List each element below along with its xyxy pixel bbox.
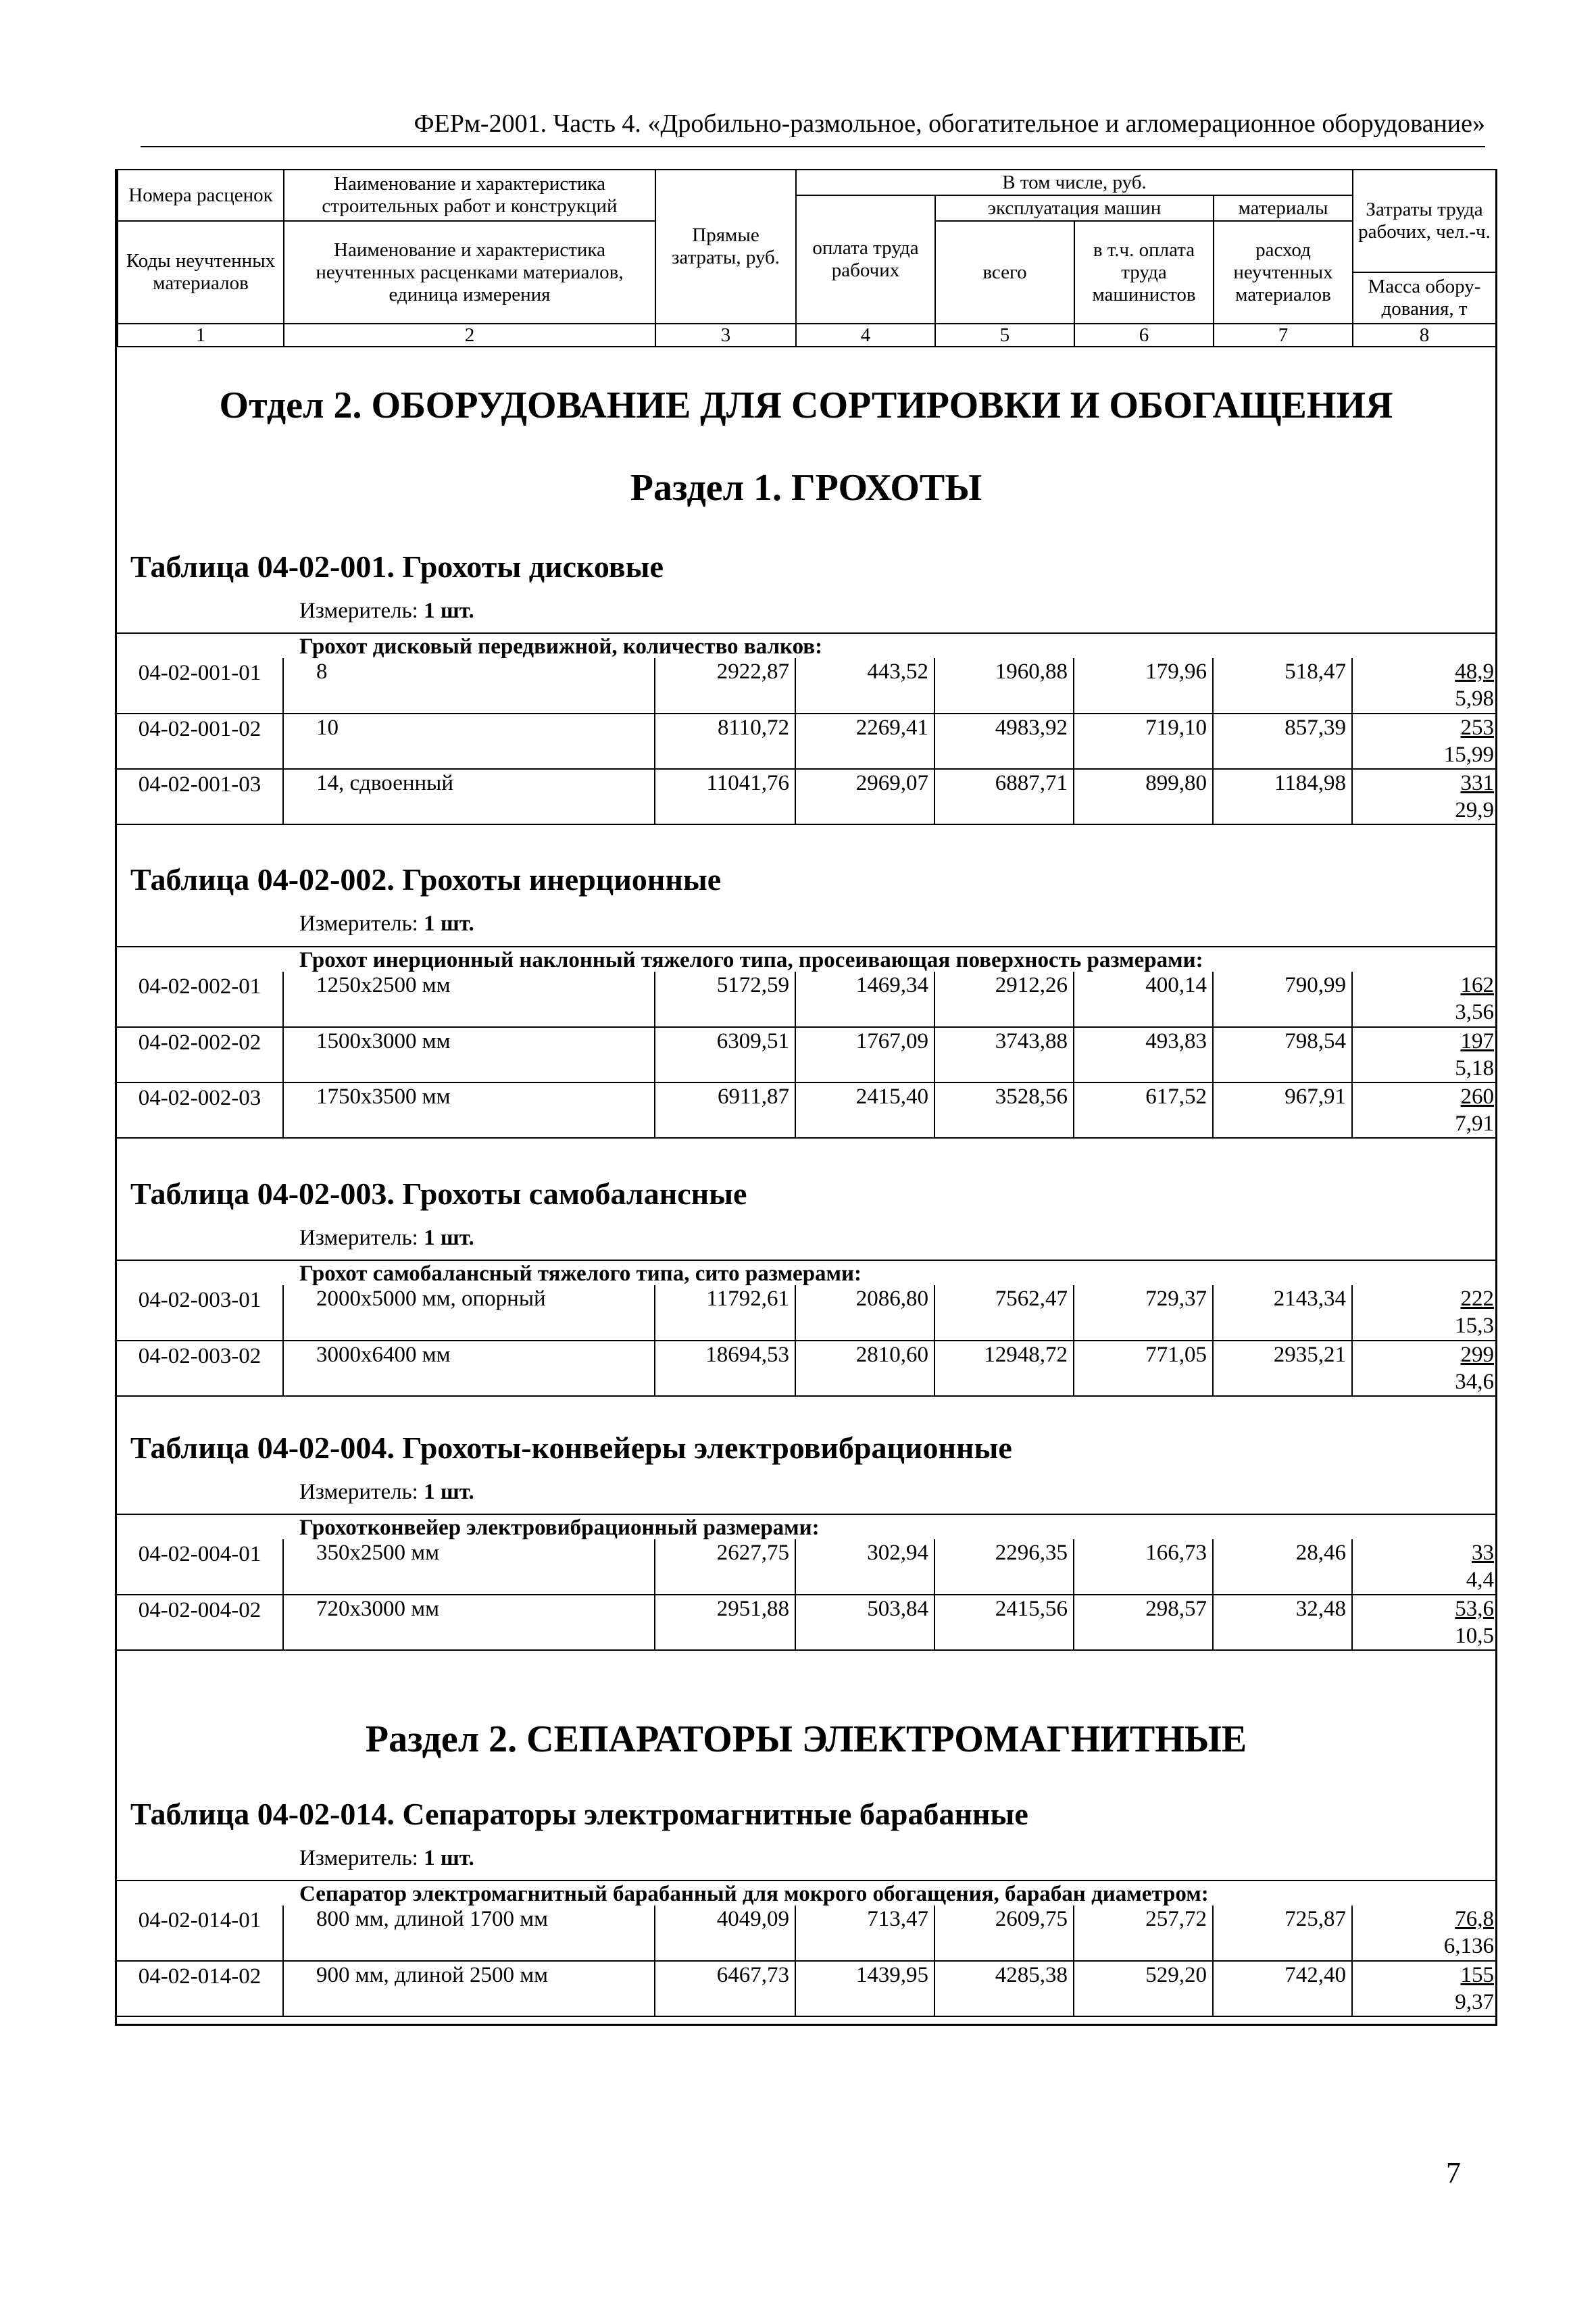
rates-table	[117, 1285, 1495, 1397]
machines-total: 7562,47	[934, 1285, 1074, 1341]
col-num-5: 5	[935, 324, 1074, 347]
labor-cost-header: Затраты труда рабочих, чел.-ч.	[1353, 170, 1496, 272]
operators-pay: 719,10	[1074, 714, 1213, 769]
group-rule	[117, 946, 1495, 947]
machines-total: 12948,72	[934, 1341, 1074, 1396]
unit-of-measure	[299, 599, 474, 624]
col-num-3: 3	[655, 324, 796, 347]
mass-header: Масса обору-дования, т	[1353, 272, 1496, 324]
operators-pay: 729,37	[1074, 1285, 1213, 1341]
rate-name: 1250x2500 мм	[283, 972, 655, 1027]
price-sheet	[115, 169, 1497, 2026]
labor-hours: 48,9	[1455, 659, 1494, 684]
labor-hours: 197	[1460, 1029, 1494, 1053]
rate-name: 350x2500 мм	[283, 1539, 655, 1595]
col-codes-header: Номера расценок	[118, 170, 284, 221]
rate-code: 04-02-003-02	[117, 1341, 283, 1396]
col-num-1: 1	[118, 324, 284, 347]
labor-hours: 299	[1460, 1343, 1494, 1367]
equipment-mass: 10,5	[1455, 1624, 1494, 1648]
materials-header: материалы	[1214, 195, 1353, 221]
unit-label: Измеритель:	[299, 1226, 418, 1250]
group-title: Грохот дисковый передвижной, количество валков:	[299, 634, 823, 659]
equipment-mass: 6,136	[1443, 1934, 1494, 1958]
labor-and-mass	[1352, 1539, 1495, 1595]
labor-and-mass	[1352, 658, 1495, 714]
rate-name: 2000x5000 мм, опорный	[283, 1285, 655, 1341]
group-rule	[117, 1514, 1495, 1515]
labor-hours: 253	[1460, 716, 1494, 740]
group-title: Грохотконвейер электровибрационный размерами:	[299, 1516, 820, 1540]
table-row	[117, 658, 1495, 714]
rates-table	[117, 1539, 1495, 1651]
rate-code: 04-02-001-01	[117, 658, 283, 714]
labor-pay: 1439,95	[795, 1961, 934, 2016]
direct-costs: 6309,51	[655, 1027, 795, 1082]
rate-name: 1750x3500 мм	[283, 1082, 655, 1138]
machines-total: 2296,35	[934, 1539, 1074, 1595]
machines-total: 2912,26	[934, 972, 1074, 1027]
labor-hours: 155	[1460, 1963, 1494, 1987]
unit-value: 1 шт.	[424, 912, 474, 936]
labor-and-mass	[1352, 1285, 1495, 1341]
table-title: Таблица 04-02-014. Сепараторы электромагнитные барабанные	[130, 1797, 1028, 1831]
operators-pay: 493,83	[1074, 1027, 1213, 1082]
table-row	[117, 1285, 1495, 1341]
table-row	[117, 1906, 1495, 1961]
operators-pay: 400,14	[1074, 972, 1213, 1027]
running-head: ФЕРм-2001. Часть 4. «Дробильно-размольное, обогатительное и агломерационное оборудование»	[141, 101, 1485, 147]
rate-code: 04-02-014-01	[117, 1906, 283, 1961]
operators-pay: 166,73	[1074, 1539, 1213, 1595]
unit-label: Измеритель:	[299, 1846, 418, 1870]
labor-pay: 302,94	[795, 1539, 934, 1595]
labor-pay-header: оплата труда рабочих	[796, 195, 935, 324]
materials-cost: 518,47	[1213, 658, 1352, 714]
labor-and-mass	[1352, 1961, 1495, 2016]
direct-costs: 5172,59	[655, 972, 795, 1027]
table-row	[117, 1961, 1495, 2016]
materials-cost: 798,54	[1213, 1027, 1352, 1082]
equipment-mass: 3,56	[1455, 1000, 1494, 1024]
machines-total: 6887,71	[934, 769, 1074, 824]
direct-costs: 11792,61	[655, 1285, 795, 1341]
group-rule	[117, 1880, 1495, 1881]
col-num-4: 4	[796, 324, 935, 347]
rate-code: 04-02-001-02	[117, 714, 283, 769]
col-num-2: 2	[284, 324, 655, 347]
table-row	[117, 972, 1495, 1027]
unit-of-measure	[299, 1480, 474, 1505]
materials-cost: 2935,21	[1213, 1341, 1352, 1396]
rates-table	[117, 658, 1495, 825]
equipment-mass: 15,3	[1455, 1314, 1494, 1338]
machines-total: 3528,56	[934, 1082, 1074, 1138]
labor-pay: 1469,34	[795, 972, 934, 1027]
materials-cost: 28,46	[1213, 1539, 1352, 1595]
labor-pay: 503,84	[795, 1595, 934, 1650]
labor-hours: 76,8	[1455, 1907, 1494, 1931]
labor-pay: 1767,09	[795, 1027, 934, 1082]
materials-cost: 1184,98	[1213, 769, 1352, 824]
direct-costs: 18694,53	[655, 1341, 795, 1396]
col-num-6: 6	[1074, 324, 1214, 347]
materials-cost: 742,40	[1213, 1961, 1352, 2016]
group-rule	[117, 1260, 1495, 1261]
table-row	[117, 769, 1495, 824]
machines-total: 4983,92	[934, 714, 1074, 769]
labor-and-mass	[1352, 714, 1495, 769]
rate-code: 04-02-002-01	[117, 972, 283, 1027]
labor-pay: 2086,80	[795, 1285, 934, 1341]
rate-code: 04-02-001-03	[117, 769, 283, 824]
machines-total: 3743,88	[934, 1027, 1074, 1082]
section-1-title: Раздел 1. ГРОХОТЫ	[630, 467, 982, 509]
rate-name: 720x3000 мм	[283, 1595, 655, 1650]
unit-label: Измеритель:	[299, 912, 418, 936]
unit-value: 1 шт.	[424, 599, 474, 623]
materials-cost: 790,99	[1213, 972, 1352, 1027]
machines-total: 2415,56	[934, 1595, 1074, 1650]
rate-code: 04-02-004-01	[117, 1539, 283, 1595]
direct-costs: 4049,09	[655, 1906, 795, 1961]
labor-pay: 713,47	[795, 1906, 934, 1961]
unit-value: 1 шт.	[424, 1226, 474, 1250]
labor-hours: 331	[1460, 771, 1494, 795]
direct-costs: 2922,87	[655, 658, 795, 714]
rate-code: 04-02-002-02	[117, 1027, 283, 1082]
labor-pay: 2269,41	[795, 714, 934, 769]
col-work-name-header: Наименование и характеристика строительных работ и конструкций	[284, 170, 655, 221]
rate-name: 3000x6400 мм	[283, 1341, 655, 1396]
table-row	[117, 714, 1495, 769]
table-row	[117, 1341, 1495, 1396]
materials-cost: 725,87	[1213, 1906, 1352, 1961]
table-title: Таблица 04-02-003. Грохоты самобалансные	[130, 1176, 747, 1211]
unit-value: 1 шт.	[424, 1846, 474, 1870]
machines-total: 4285,38	[934, 1961, 1074, 2016]
table-title: Таблица 04-02-001. Грохоты дисковые	[130, 549, 664, 584]
labor-and-mass	[1352, 972, 1495, 1027]
machines-total: 2609,75	[934, 1906, 1074, 1961]
unit-of-measure	[299, 912, 474, 937]
table-title: Таблица 04-02-004. Грохоты-конвейеры электровибрационные	[130, 1430, 1012, 1465]
rate-name: 10	[283, 714, 655, 769]
labor-hours: 222	[1460, 1287, 1494, 1311]
unit-label: Измеритель:	[299, 1480, 418, 1504]
direct-costs: 6911,87	[655, 1082, 795, 1138]
col-material-codes-header: Коды неучтенных материалов	[118, 221, 284, 324]
col-num-8: 8	[1353, 324, 1496, 347]
equipment-mass: 5,18	[1455, 1056, 1494, 1080]
materials-cost: 857,39	[1213, 714, 1352, 769]
operators-pay: 257,72	[1074, 1906, 1213, 1961]
labor-pay: 2969,07	[795, 769, 934, 824]
rate-code: 04-02-004-02	[117, 1595, 283, 1650]
department-title: Отдел 2. ОБОРУДОВАНИЕ ДЛЯ СОРТИРОВКИ И ОБОГАЩЕНИЯ	[219, 384, 1393, 426]
labor-pay: 2415,40	[795, 1082, 934, 1138]
materials-cost: 967,91	[1213, 1082, 1352, 1138]
direct-costs: 2627,75	[655, 1539, 795, 1595]
direct-costs: 8110,72	[655, 714, 795, 769]
rate-code: 04-02-014-02	[117, 1961, 283, 2016]
operators-pay-header: в т.ч. оплата труда машинистов	[1074, 221, 1214, 324]
rate-name: 14, сдвоенный	[283, 769, 655, 824]
direct-costs: 11041,76	[655, 769, 795, 824]
equipment-mass: 7,91	[1455, 1112, 1494, 1136]
page-number: 7	[1446, 2156, 1461, 2189]
labor-and-mass	[1352, 1341, 1495, 1396]
table-row	[117, 1595, 1495, 1650]
labor-pay: 443,52	[795, 658, 934, 714]
group-title: Сепаратор электромагнитный барабанный для мокрого обогащения, барабан диаметром:	[299, 1882, 1209, 1906]
table-row	[117, 1539, 1495, 1595]
operators-pay: 899,80	[1074, 769, 1213, 824]
operators-pay: 298,57	[1074, 1595, 1213, 1650]
direct-costs: 2951,88	[655, 1595, 795, 1650]
equipment-mass: 9,37	[1455, 1990, 1494, 2014]
labor-hours: 53,6	[1455, 1597, 1494, 1621]
labor-hours: 33	[1472, 1541, 1494, 1565]
labor-pay: 2810,60	[795, 1341, 934, 1396]
machines-total: 1960,88	[934, 658, 1074, 714]
rate-name: 900 мм, длиной 2500 мм	[283, 1961, 655, 2016]
equipment-mass: 34,6	[1455, 1370, 1494, 1394]
equipment-mass: 29,9	[1455, 798, 1494, 822]
materials-spend-header: расход неучтенных материалов	[1214, 221, 1353, 324]
section-2-title: Раздел 2. СЕПАРАТОРЫ ЭЛЕКТРОМАГНИТНЫЕ	[365, 1718, 1247, 1760]
operators-pay: 179,96	[1074, 658, 1213, 714]
labor-hours: 260	[1460, 1085, 1494, 1109]
table-row	[117, 1082, 1495, 1138]
labor-and-mass	[1352, 1082, 1495, 1138]
rate-name: 800 мм, длиной 1700 мм	[283, 1906, 655, 1961]
equipment-mass: 5,98	[1455, 687, 1494, 711]
machines-header: эксплуатация машин	[935, 195, 1214, 221]
col-num-7: 7	[1214, 324, 1353, 347]
unit-of-measure	[299, 1226, 474, 1251]
machines-total-header: всего	[935, 221, 1074, 324]
rate-code: 04-02-003-01	[117, 1285, 283, 1341]
column-header-table	[117, 169, 1497, 347]
equipment-mass: 15,99	[1443, 743, 1494, 767]
unit-of-measure	[299, 1846, 474, 1871]
labor-and-mass	[1352, 1595, 1495, 1650]
labor-and-mass	[1352, 1906, 1495, 1961]
materials-cost: 32,48	[1213, 1595, 1352, 1650]
unit-label: Измеритель:	[299, 599, 418, 623]
group-title: Грохот самобалансный тяжелого типа, сито размерами:	[299, 1262, 862, 1286]
direct-costs: 6467,73	[655, 1961, 795, 2016]
including-header: В том числе, руб.	[796, 170, 1353, 195]
rate-name: 8	[283, 658, 655, 714]
rates-table	[117, 972, 1495, 1139]
labor-and-mass	[1352, 1027, 1495, 1082]
group-title: Грохот инерционный наклонный тяжелого типа, просеивающая поверхность размерами:	[299, 948, 1203, 972]
col-direct-costs-header: Прямые затраты, руб.	[655, 170, 796, 324]
group-rule	[117, 632, 1495, 634]
labor-and-mass	[1352, 769, 1495, 824]
rate-code: 04-02-002-03	[117, 1082, 283, 1138]
rate-name: 1500x3000 мм	[283, 1027, 655, 1082]
col-material-name-header: Наименование и характеристика неучтенных расценками материалов, единица измерения	[284, 221, 655, 324]
table-row	[117, 1027, 1495, 1082]
table-title: Таблица 04-02-002. Грохоты инерционные	[130, 862, 722, 897]
equipment-mass: 4,4	[1466, 1568, 1494, 1592]
rates-table	[117, 1906, 1495, 2017]
labor-hours: 162	[1460, 973, 1494, 997]
materials-cost: 2143,34	[1213, 1285, 1352, 1341]
operators-pay: 617,52	[1074, 1082, 1213, 1138]
unit-value: 1 шт.	[424, 1480, 474, 1504]
operators-pay: 771,05	[1074, 1341, 1213, 1396]
operators-pay: 529,20	[1074, 1961, 1213, 2016]
